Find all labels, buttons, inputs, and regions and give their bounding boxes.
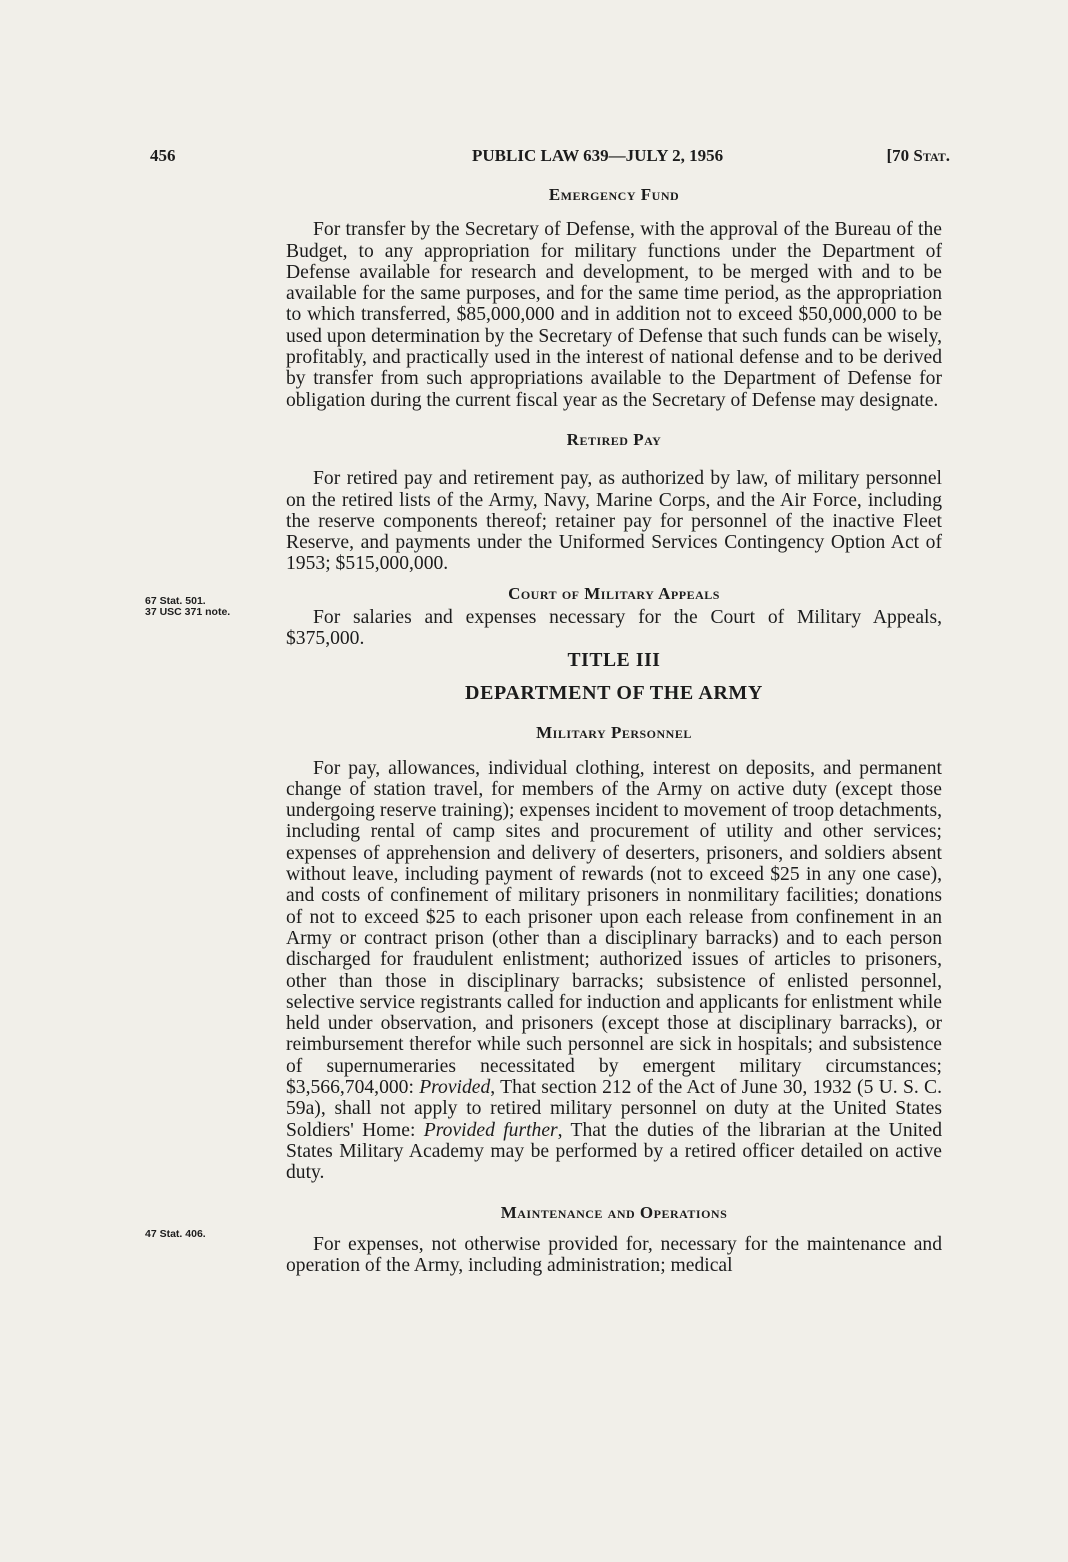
paragraph-maintenance-and-operations: For expenses, not otherwise provided for, necessary for the maintenance and operation of the Army, including administration; medical — [286, 1233, 942, 1277]
paragraph-military-personnel — [286, 758, 942, 1184]
provided-further-term: Provided further — [423, 1119, 558, 1141]
section-heading-emergency-fund: Emergency Fund — [548, 185, 680, 204]
margin-note — [145, 596, 230, 618]
margin-note-line: 37 USC 371 note. — [145, 606, 231, 618]
section-heading-maintenance-and-operations: Maintenance and Operations — [500, 1203, 728, 1223]
title-heading: TITLE III — [567, 649, 661, 671]
main-text-column — [286, 184, 942, 1276]
text-run: , That the duties of the librarian at the United States Military Academy may be performed by a retired officer detailed on active duty. — [286, 1119, 942, 1184]
volume-reference: [70 Stat. — [886, 146, 950, 165]
running-title: PUBLIC LAW 639—JULY 2, 1956 — [472, 146, 724, 165]
section-heading-retired-pay: Retired Pay — [566, 429, 662, 449]
text-run: , That section 212 of the Act of June 30, 1932 (5 U. S. C. 59a), shall not apply to retired military personnel on duty at the United States Soldiers' Home: — [286, 1076, 942, 1141]
text-run: For pay, allowances, individual clothing, interest on deposits, and permanent change of station travel, for members of the Army on active duty (except those undergoing reserve training); expenses incident to movement of troop detachments, including rental of camp sites and procurement of utility and other services; expenses of apprehension and delivery of deserters, prisoners, and soldiers absent without leave, including payment of rewards (not to exceed $25 in any one case), and costs of confinement of military prisoners in nonmilitary facilities; donations of not to exceed $25 to each prisoner upon each release from confinement in an Army or contract prison (other than a disciplinary barracks) and to each person discharged for fraudulent enlistment; authorized issues of articles to prisoners, other than those in disciplinary barracks; subsistence of enlisted personnel, selective service registrants called for induction and applicants for enlistment while held under observation, and prisoners (except those at disciplinary barracks), or reimbursement therefor while such personnel are sick in hospitals; and subsistence of supernumeraries necessitated by emergent military circumstances; $3,566,704,000: — [286, 757, 942, 1098]
paragraph-court-of-military-appeals: For salaries and expenses necessary for the Court of Military Appeals, $375,000. — [286, 607, 942, 650]
margin-note-line: 47 Stat. 406. — [145, 1228, 206, 1240]
paragraph-retired-pay: For retired pay and retirement pay, as authorized by law, of military personnel on the retired lists of the Army, Navy, Marine Corps, and the Air Force, including the reserve components thereof; retainer pay for personnel of the inactive Fleet Reserve, and payments under the Uniformed Services Contingency Option Act of 1953; $515,000,000. — [286, 468, 942, 575]
running-header — [150, 146, 950, 170]
margin-note — [145, 1229, 206, 1240]
department-heading: DEPARTMENT OF THE ARMY — [465, 681, 763, 704]
section-heading-court-of-military-appeals: Court of Military Appeals — [508, 583, 720, 603]
margin-note-line: 67 Stat. 501. — [145, 595, 206, 607]
provided-term: Provided — [419, 1076, 491, 1098]
paragraph-emergency-fund: For transfer by the Secretary of Defense, with the approval of the Bureau of the Budget, to any appropriation for military functions under the Department of Defense available for research and development, to be merged with and to be available for the same purposes, and for the same time period, as the appropriation to which transferred, $85,000,000 and in addition not to exceed $50,000,000 to be used upon determination by the Secretary of Defense that such funds can be wisely, profitably, and practically used in the interest of national defense and to be derived by transfer from such appropriations available to the Department of Defense for obligation during the current fiscal year as the Secretary of Defense may designate. — [286, 219, 942, 411]
section-heading-military-personnel: Military Personnel — [536, 723, 692, 743]
page-number: 456 — [150, 146, 176, 165]
